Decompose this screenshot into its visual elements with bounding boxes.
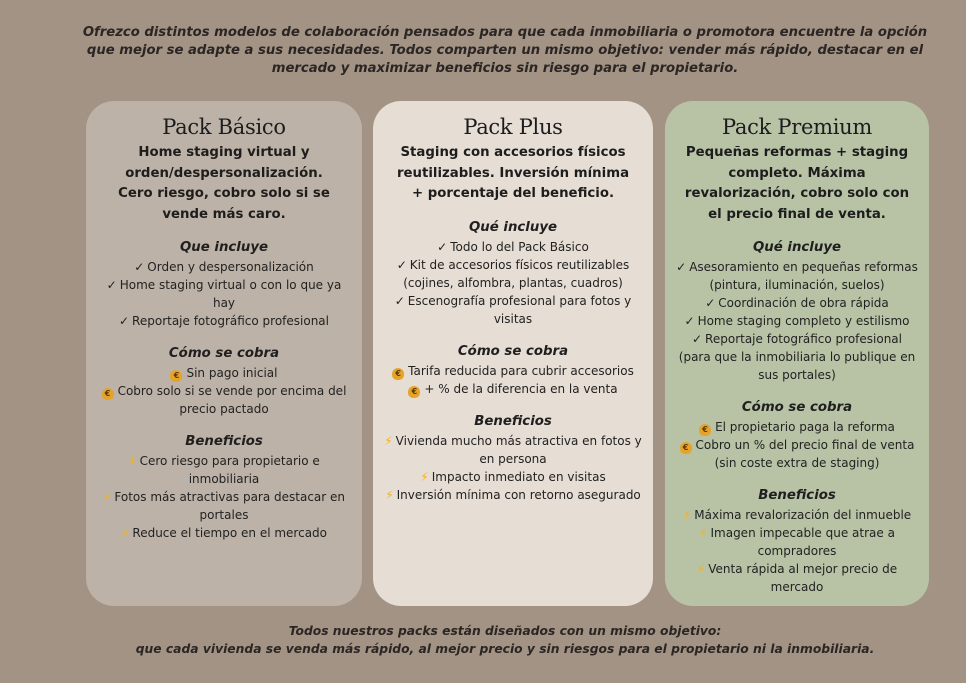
pack-basico-card: [86, 101, 362, 606]
lightning-icon: ⚡: [120, 526, 130, 540]
lightning-icon: ⚡: [420, 469, 429, 484]
list-item: [383, 380, 643, 398]
item-text: Kit de accesorios físicos reutilizables (cojines, alfombra, plantas, cuadros): [403, 257, 630, 290]
check-icon: ✓: [106, 278, 117, 292]
money-bag-icon: €: [408, 386, 420, 398]
item-text: Home staging completo y estilismo: [697, 314, 910, 328]
section-title: Que incluye: [179, 240, 269, 255]
pack-section: [675, 487, 919, 596]
list-item: [675, 436, 919, 472]
footer-line-1: Todos nuestros packs están diseñados con un mismo objetivo:: [288, 624, 722, 638]
pack-section: [96, 239, 352, 330]
check-icon: ✓: [684, 314, 695, 328]
list-item: [675, 258, 919, 294]
pack-title: Pack Básico: [162, 115, 286, 139]
item-text: Home staging virtual o con lo que ya hay: [119, 278, 342, 310]
money-bag-icon: €: [680, 442, 692, 454]
pack-section: [383, 343, 643, 398]
list-item: [96, 524, 352, 542]
check-icon: ✓: [118, 314, 130, 328]
item-text: Reportaje fotográfico profesional (para que la inmobiliaria lo publique en sus portales): [678, 332, 916, 382]
lightning-icon: ⚡: [385, 487, 394, 502]
lightning-icon: ⚡: [102, 490, 112, 504]
item-text: Reportaje fotográfico profesional: [132, 314, 329, 328]
check-icon: ✓: [691, 332, 703, 346]
section-title: Beneficios: [185, 434, 263, 449]
list-item: [96, 382, 352, 418]
item-text: Inversión mínima con retorno asegurado: [396, 487, 641, 502]
pack-sections: [383, 219, 643, 504]
intro-text: Ofrezco distintos modelos de colaboración pensados para que cada inmobiliaria o promotora encuentre la opción que mejor se adapte a sus necesidades. Todos comparten un mismo objetivo: vender más rápido, destacar en el mercado y maximizar beneficios sin riesgo para el propietario.: [82, 25, 928, 76]
pack-section: [96, 345, 352, 418]
check-icon: ✓: [134, 260, 145, 274]
item-text: Asesoramiento en pequeñas reformas (pintura, iluminación, suelos): [689, 260, 918, 292]
item-text: Cobro solo si se vende por encima del precio pactado: [117, 384, 347, 416]
pack-premium-card: [665, 101, 929, 606]
item-text: Cobro un % del precio final de venta (sin coste extra de staging): [695, 438, 915, 470]
pack-title: Pack Plus: [463, 115, 563, 139]
list-item: [675, 418, 919, 436]
list-item: [96, 364, 352, 382]
item-text: Impacto inmediato en visitas: [431, 469, 606, 484]
pack-sections: [96, 239, 352, 542]
check-icon: ✓: [705, 296, 716, 310]
list-item: [675, 560, 919, 596]
pack-section: [675, 239, 919, 384]
section-title: Qué incluye: [468, 219, 558, 235]
footer-text: [80, 622, 930, 658]
pack-sections: [675, 239, 919, 596]
lightning-icon: ⚡: [699, 526, 708, 540]
item-text: Cero riesgo para propietario e inmobiliaria: [139, 454, 320, 486]
check-icon: ✓: [394, 293, 405, 308]
list-item: [675, 294, 919, 312]
pack-section: [383, 413, 643, 504]
list-item: [96, 452, 352, 488]
lightning-icon: ⚡: [384, 433, 393, 448]
pack-plus-card: [373, 101, 653, 606]
check-icon: ✓: [676, 260, 687, 274]
money-bag-icon: €: [392, 368, 404, 380]
item-text: Venta rápida al mejor precio de mercado: [708, 562, 898, 594]
item-text: Tarifa reducida para cubrir accesorios: [408, 363, 634, 378]
pack-title: Pack Premium: [722, 115, 872, 139]
check-icon: ✓: [437, 239, 448, 254]
item-text: Coordinación de obra rápida: [718, 296, 889, 310]
item-text: Vivienda mucho más atractiva en fotos y en persona: [395, 433, 642, 466]
pack-description: Staging con accesorios físicos reutilizables. Inversión mínima + porcentaje del beneficio.: [396, 145, 630, 201]
item-text: Máxima revalorización del inmueble: [694, 508, 912, 522]
list-item: [383, 486, 643, 504]
list-item: [383, 256, 643, 292]
item-text: El propietario paga la reforma: [715, 420, 895, 434]
pack-description: Pequeñas reformas + staging completo. Máxima revalorización, cobro solo con el precio final de venta.: [684, 145, 910, 222]
lightning-icon: ⚡: [696, 562, 706, 576]
item-text: Orden y despersonalización: [147, 260, 314, 274]
check-icon: ✓: [396, 257, 407, 272]
list-item: [383, 362, 643, 380]
pack-section: [96, 433, 352, 542]
list-item: [96, 276, 352, 312]
pack-description: Home staging virtual y orden/despersonalización. Cero riesgo, cobro solo si se vende más caro.: [118, 145, 330, 222]
item-text: Todo lo del Pack Básico: [450, 239, 589, 254]
list-item: [675, 312, 919, 330]
section-title: Beneficios: [474, 413, 552, 429]
list-item: [383, 432, 643, 468]
section-title: Cómo se cobra: [457, 343, 569, 359]
pack-section: [383, 219, 643, 328]
section-title: Cómo se cobra: [168, 346, 280, 361]
list-item: [383, 238, 643, 256]
item-text: Reduce el tiempo en el mercado: [132, 526, 328, 540]
lightning-icon: ⚡: [128, 454, 137, 468]
footer-line-2: que cada vivienda se venda más rápido, al mejor precio y sin riesgos para el propietario ni la inmobiliaria.: [135, 642, 875, 656]
item-text: Imagen impecable que atrae a compradores: [710, 526, 895, 558]
list-item: [675, 330, 919, 384]
lightning-icon: ⚡: [682, 508, 692, 522]
money-bag-icon: €: [170, 370, 182, 382]
item-text: Fotos más atractivas para destacar en portales: [114, 490, 346, 522]
money-bag-icon: €: [102, 388, 114, 400]
list-item: [675, 524, 919, 560]
item-text: Sin pago inicial: [186, 366, 278, 380]
item-text: Escenografía profesional para fotos y visitas: [407, 293, 632, 326]
money-bag-icon: €: [699, 424, 711, 436]
list-item: [383, 292, 643, 328]
list-item: [383, 468, 643, 486]
list-item: [675, 506, 919, 524]
item-text: + % de la diferencia en la venta: [424, 381, 618, 396]
section-title: Qué incluye: [752, 240, 842, 255]
section-title: Cómo se cobra: [741, 400, 853, 415]
list-item: [96, 258, 352, 276]
pack-section: [675, 399, 919, 472]
section-title: Beneficios: [758, 488, 836, 503]
list-item: [96, 312, 352, 330]
list-item: [96, 488, 352, 524]
